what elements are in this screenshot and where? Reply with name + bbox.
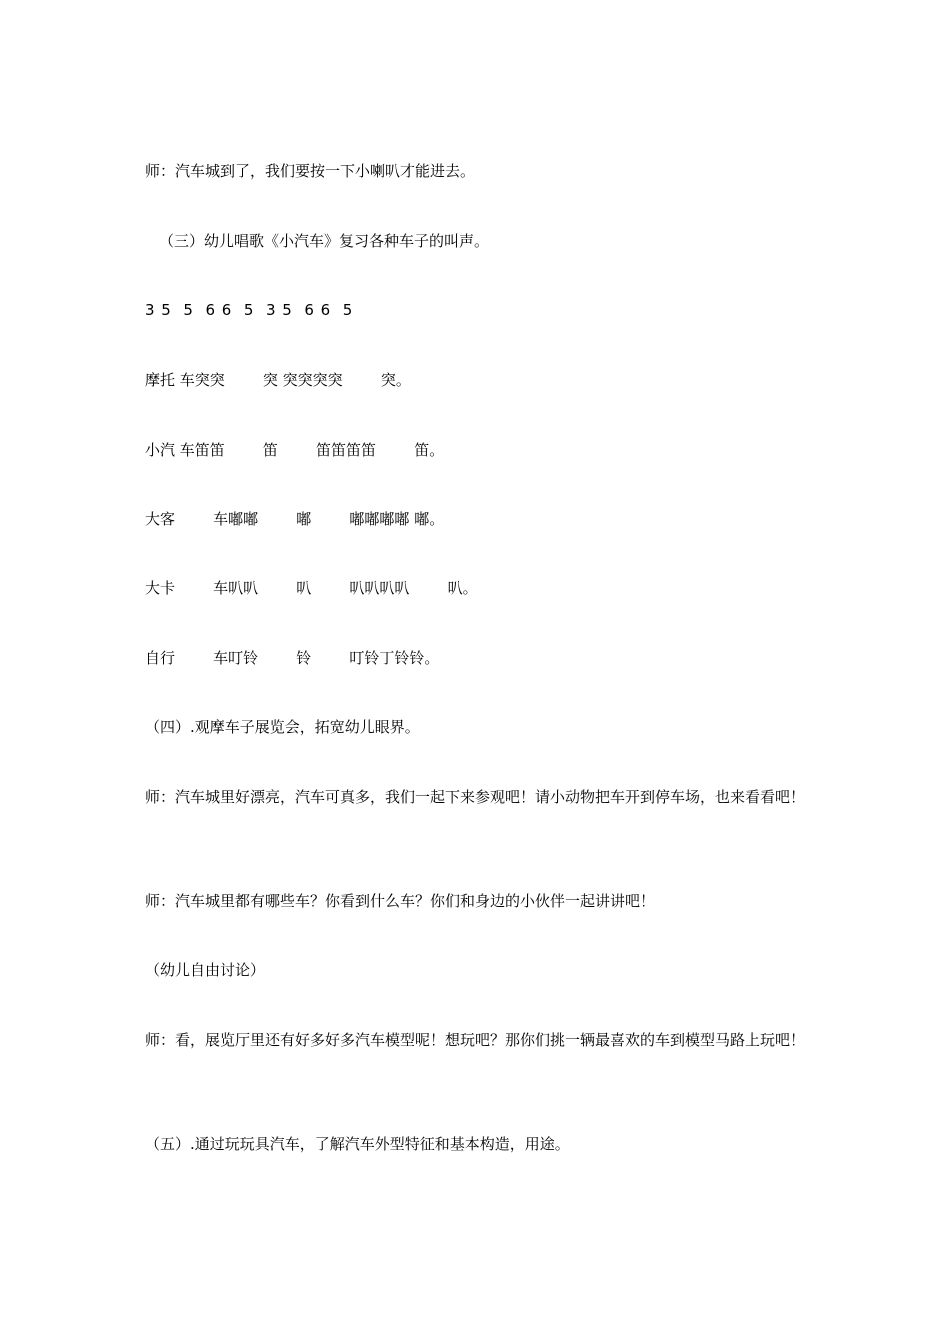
paragraph-lyric-car: 小汽 车笛笛 笛 笛笛笛笛 笛。 xyxy=(145,441,445,459)
paragraph-music-notation: 3 5 5 6 6 5 3 5 6 6 5 xyxy=(145,301,354,319)
paragraph-teacher-models: 师：看，展览厅里还有好多好多汽车模型呢！想玩吧？那你们挑一辆最喜欢的车到模型马路上玩吧！ xyxy=(145,1031,806,1049)
paragraph-section-five-heading: （五）.通过玩玩具汽车，了解汽车外型特征和基本构造，用途。 xyxy=(145,1135,570,1153)
paragraph-teacher-arrival: 师：汽车城到了，我们要按一下小喇叭才能进去。 xyxy=(145,162,476,180)
paragraph-teacher-question: 师：汽车城里都有哪些车？你看到什么车？你们和身边的小伙伴一起讲讲吧！ xyxy=(145,892,656,910)
paragraph-lyric-motorcycle: 摩托 车突突 突 突突突突 突。 xyxy=(145,371,411,389)
paragraph-free-discussion: （幼儿自由讨论） xyxy=(145,961,266,979)
paragraph-section-four-heading: （四）.观摩车子展览会，拓宽幼儿眼界。 xyxy=(145,718,420,736)
paragraph-lyric-truck: 大卡 车叭叭 叭 叭叭叭叭 叭。 xyxy=(145,579,478,597)
paragraph-lyric-bus: 大客 车嘟嘟 嘟 嘟嘟嘟嘟 嘟。 xyxy=(145,510,445,528)
paragraph-teacher-visit: 师：汽车城里好漂亮，汽车可真多，我们一起下来参观吧！请小动物把车开到停车场，也来看看吧！ xyxy=(145,788,806,806)
paragraph-section-three-heading: （三）幼儿唱歌《小汽车》复习各种车子的叫声。 xyxy=(159,232,490,250)
paragraph-lyric-bicycle: 自行 车叮铃 铃 叮铃丁铃铃。 xyxy=(145,649,440,667)
